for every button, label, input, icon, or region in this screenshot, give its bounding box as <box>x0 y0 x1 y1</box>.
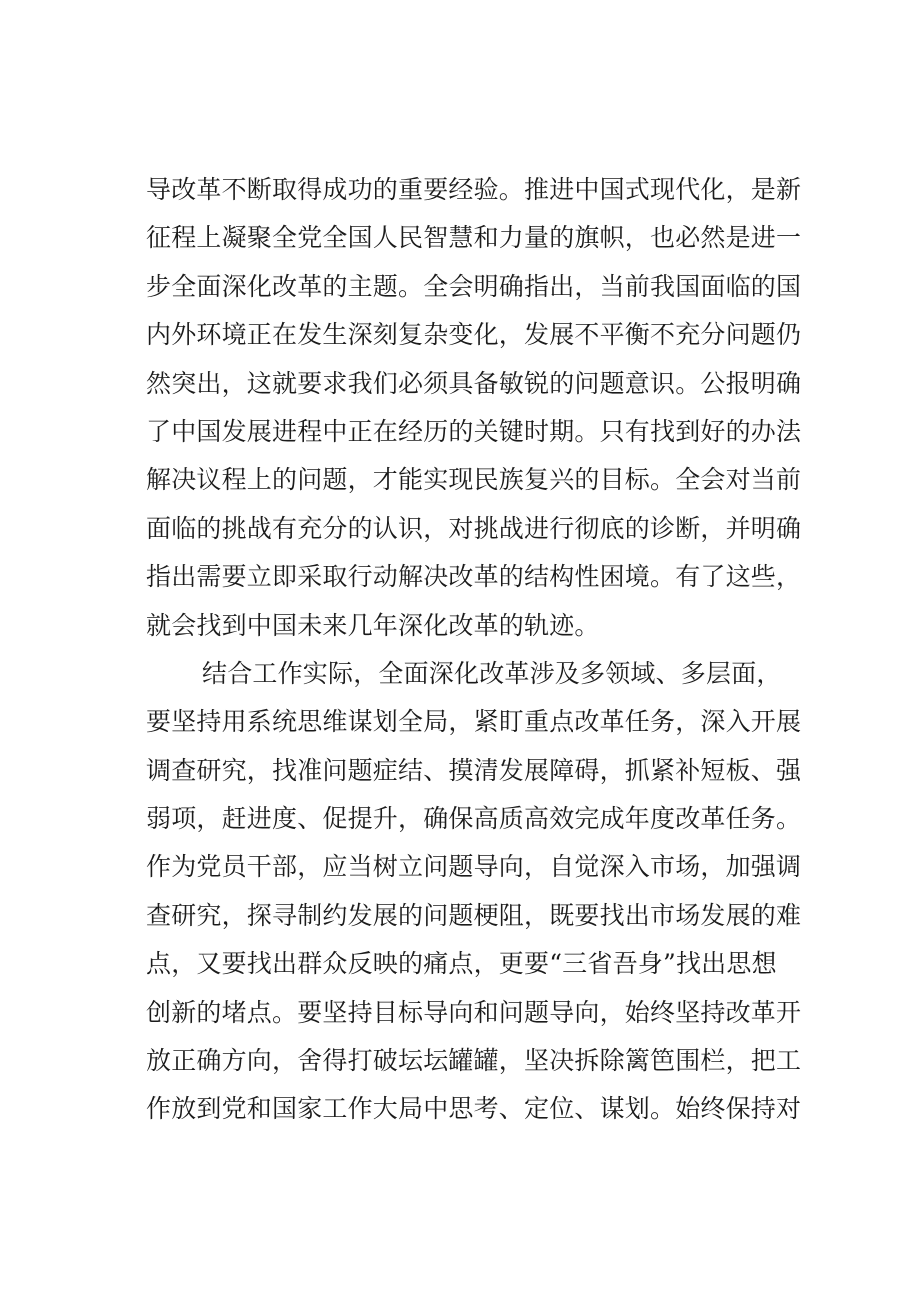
text-line: 点，又要找出群众反映的痛点，更要“三省吾身”找出思想 <box>146 949 777 979</box>
text-line: 要坚持用系统思维谋划全局，紧盯重点改革任务，深入开展 <box>146 707 802 737</box>
text-line: 了中国发展进程中正在经历的关键时期。只有找到好的办法 <box>146 416 802 446</box>
text-line: 作为党员干部，应当树立问题导向，自觉深入市场，加强调 <box>146 852 802 882</box>
text-line: 征程上凝聚全党全国人民智慧和力量的旗帜，也必然是进一 <box>146 223 802 253</box>
text-line: 内外环境正在发生深刻复杂变化，发展不平衡不充分问题仍 <box>146 320 802 350</box>
document-body <box>146 166 802 1134</box>
text-line: 然突出，这就要求我们必须具备敏锐的问题意识。公报明确 <box>146 368 802 398</box>
text-line: 弱项，赶进度、促提升，确保高质高效完成年度改革任务。 <box>146 804 802 834</box>
text-line-indented: 结合工作实际，全面深化改革涉及多领域、多层面， <box>202 658 782 688</box>
text-line: 导改革不断取得成功的重要经验。推进中国式现代化，是新 <box>146 175 802 204</box>
text-line: 作放到党和国家工作大局中思考、定位、谋划。始终保持对 <box>146 1094 802 1124</box>
text-line: 就会找到中国未来几年深化改革的轨迹。 <box>146 610 600 640</box>
text-line: 步全面深化改革的主题。全会明确指出，当前我国面临的国 <box>146 271 802 301</box>
text-line: 调查研究，找准问题症结、摸清发展障碍，抓紧补短板、强 <box>146 755 802 785</box>
paragraph-1 <box>146 166 802 650</box>
paragraph-2 <box>146 650 802 1134</box>
text-line: 放正确方向，舍得打破坛坛罐罐，坚决拆除篱笆围栏，把工 <box>146 1046 802 1076</box>
text-line: 解决议程上的问题，才能实现民族复兴的目标。全会对当前 <box>146 465 802 495</box>
text-line: 创新的堵点。要坚持目标导向和问题导向，始终坚持改革开 <box>146 997 802 1027</box>
text-line: 指出需要立即采取行动解决改革的结构性困境。有了这些， <box>146 562 802 592</box>
text-line: 查研究，探寻制约发展的问题梗阻，既要找出市场发展的难 <box>146 900 802 930</box>
text-line: 面临的挑战有充分的认识，对挑战进行彻底的诊断，并明确 <box>146 513 802 543</box>
